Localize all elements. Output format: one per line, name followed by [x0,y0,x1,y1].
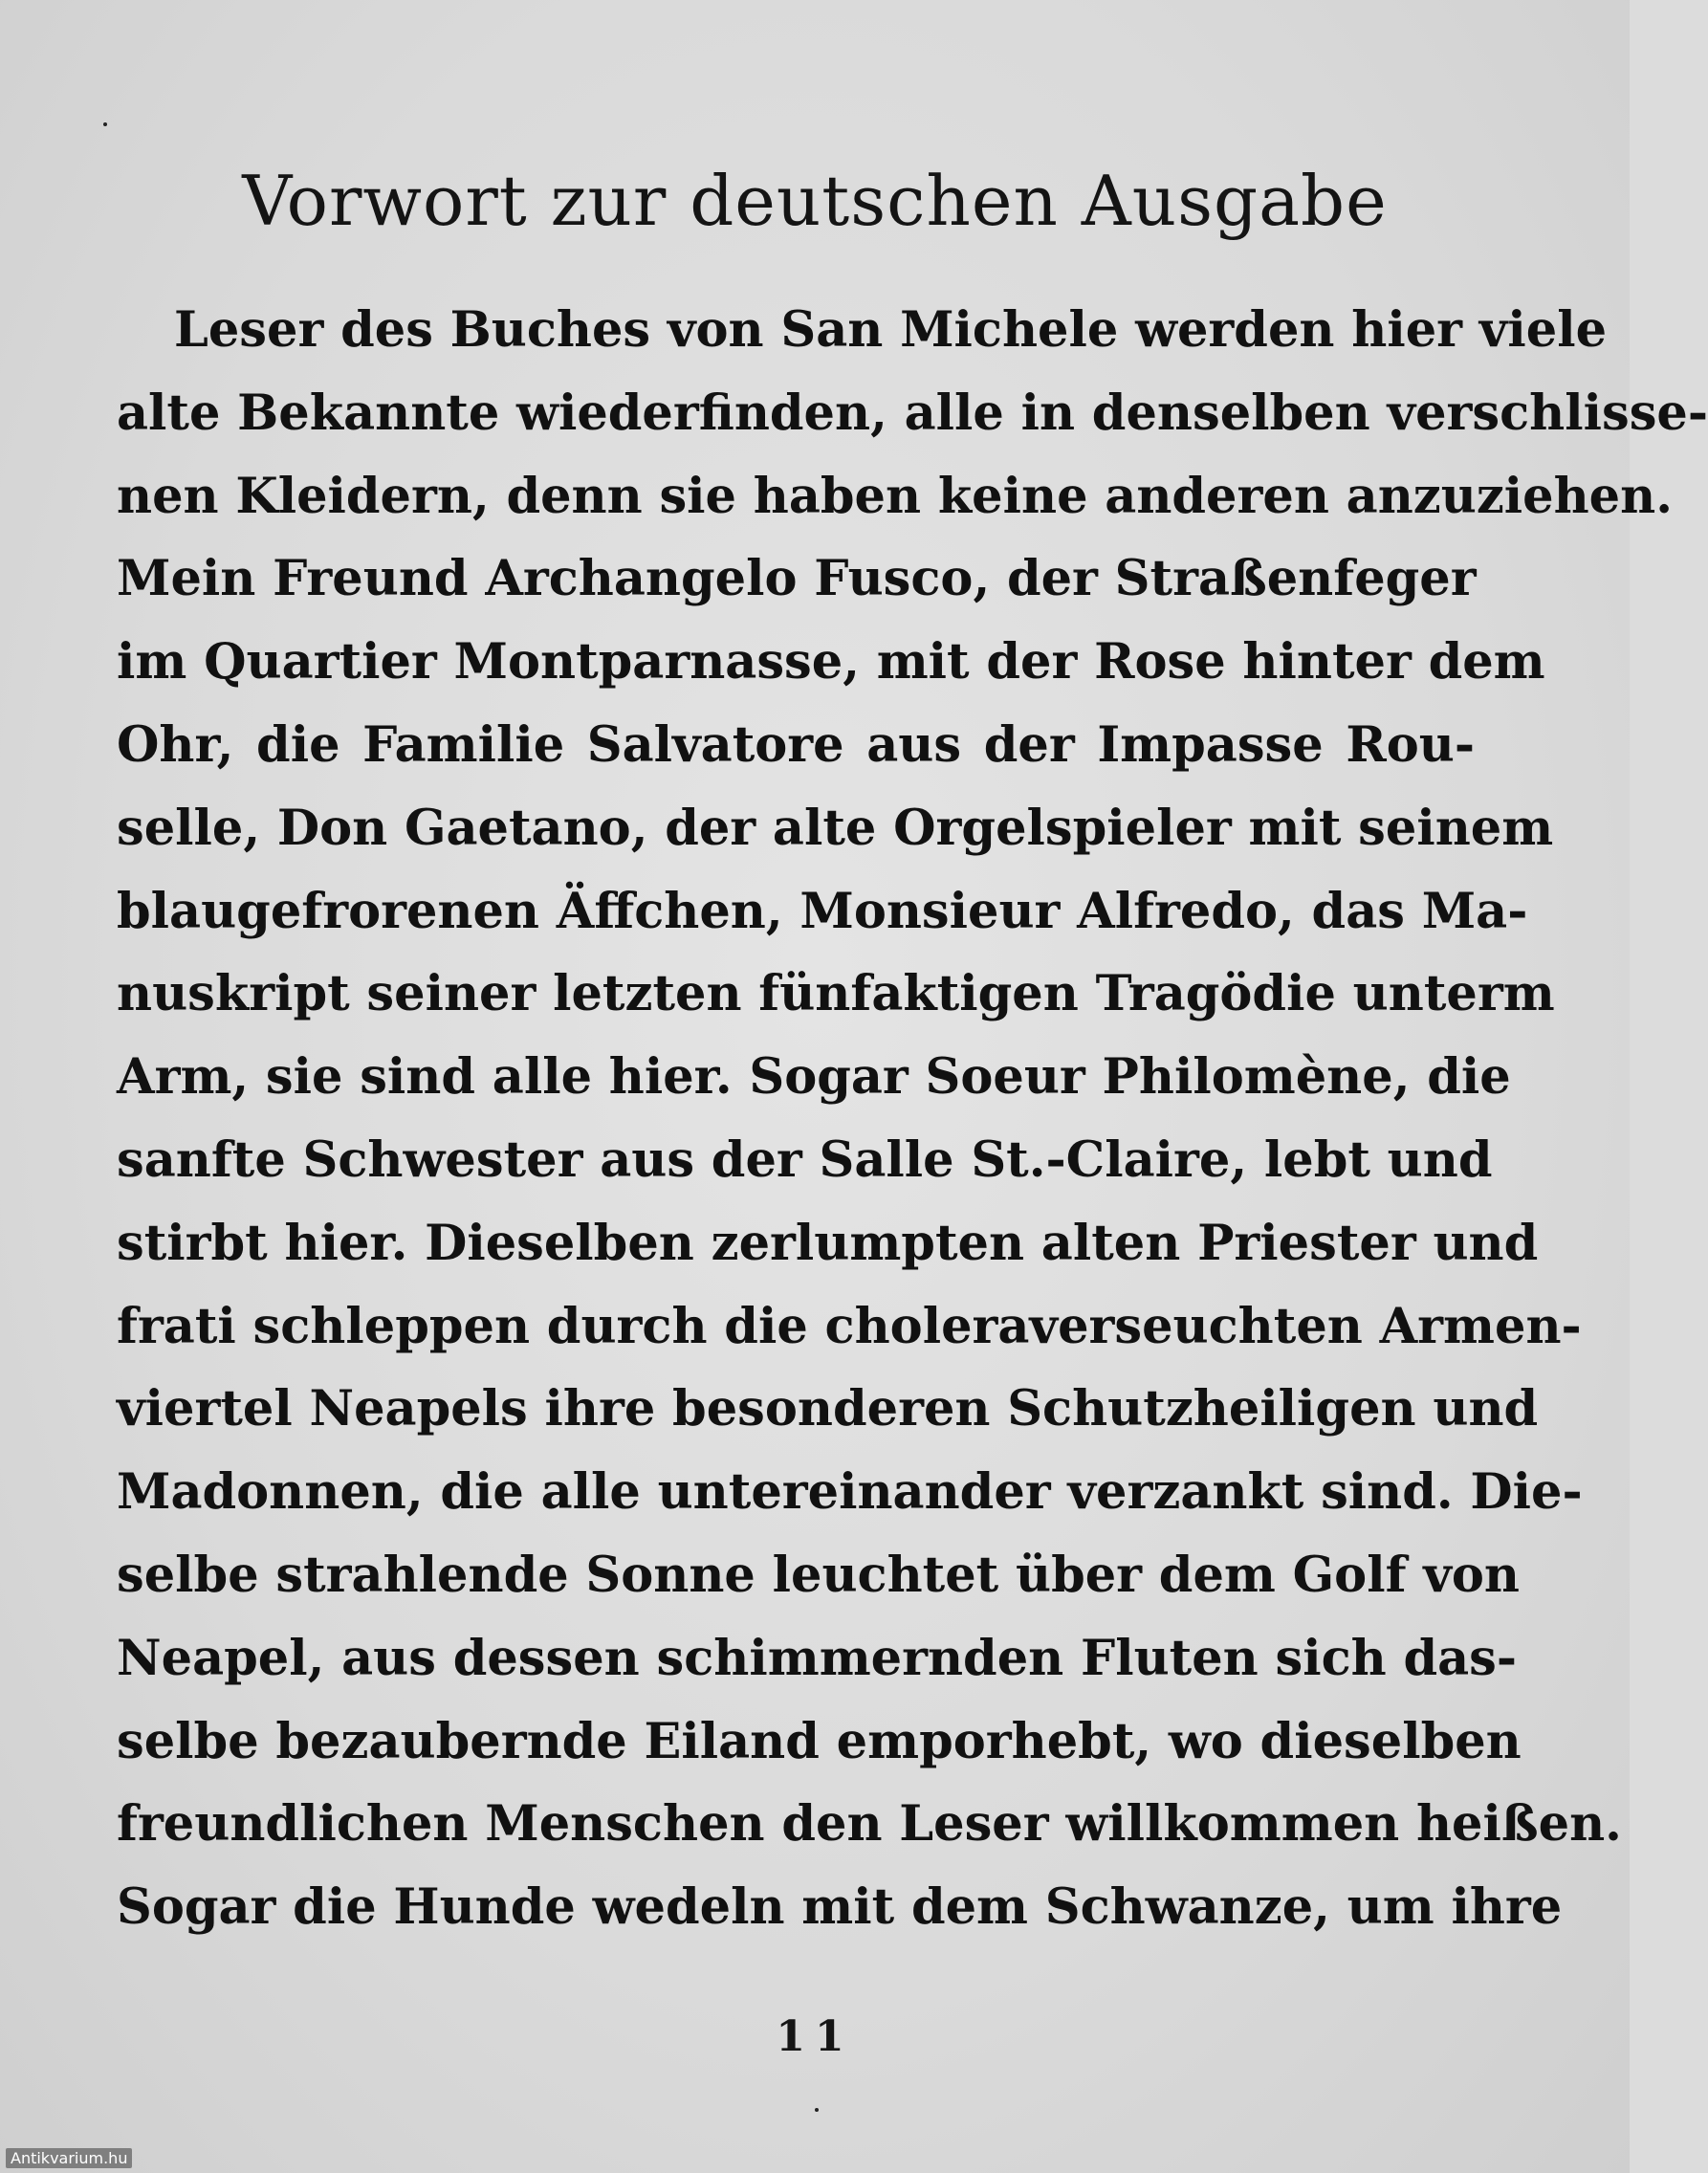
text-line: selle, Don Gaetano, der alte Orgelspieler mit seinem [117,799,1554,857]
text-line: Mein Freund Archangelo Fusco, der Straßenfeger [117,550,1477,608]
text-line: nuskript seiner letzten fünfaktigen Tragödie unterm [117,965,1555,1023]
text-line: Arm, sie sind alle hier. Sogar Soeur Philomène, die [117,1048,1511,1107]
text-line: viertel Neapels ihre besonderen Schutzheiligen und [117,1380,1539,1438]
text-line: stirbt hier. Dieselben zerlumpten alten Priester und [117,1214,1539,1272]
body-text [117,289,1708,1949]
text-line: Leser des Buches von San Michele werden hier viele [174,301,1608,359]
text-line: sanfte Schwester aus der Salle St.-Claire, lebt und [117,1130,1493,1189]
watermark: Antikvarium.hu [6,2148,132,2168]
page-number: 11 [776,2012,854,2061]
text-line: alte Bekannte wiederfinden, alle in denselben verschlisse- [117,384,1708,442]
text-line: Sogar die Hunde wedeln mit dem Schwanze, um ihre [117,1878,1563,1937]
text-line: Ohr, die Familie Salvatore aus der Impasse Rou- [117,715,1475,774]
text-line: frati schleppen durch die choleraverseuchten Armen- [117,1297,1582,1355]
paper-speck [815,2108,819,2112]
text-line: selbe bezaubernde Eiland emporhebt, wo dieselben [117,1712,1522,1770]
text-line: freundlichen Menschen den Leser willkommen heißen. [117,1795,1622,1854]
text-line: Neapel, aus dessen schimmernden Fluten sich das- [117,1629,1518,1687]
text-line: blaugefrorenen Äffchen, Monsieur Alfredo, das Ma- [117,882,1528,940]
paper-speck [103,122,107,126]
text-line: selbe strahlende Sonne leuchtet über dem Golf von [117,1546,1520,1604]
text-line: im Quartier Montparnasse, mit der Rose hinter dem [117,633,1545,691]
chapter-title: Vorwort zur deutschen Ausgabe [242,161,1388,241]
text-line: Madonnen, die alle untereinander verzankt sind. Die- [117,1463,1583,1522]
text-line: nen Kleidern, denn sie haben keine anderen anzuziehen. [117,467,1673,525]
